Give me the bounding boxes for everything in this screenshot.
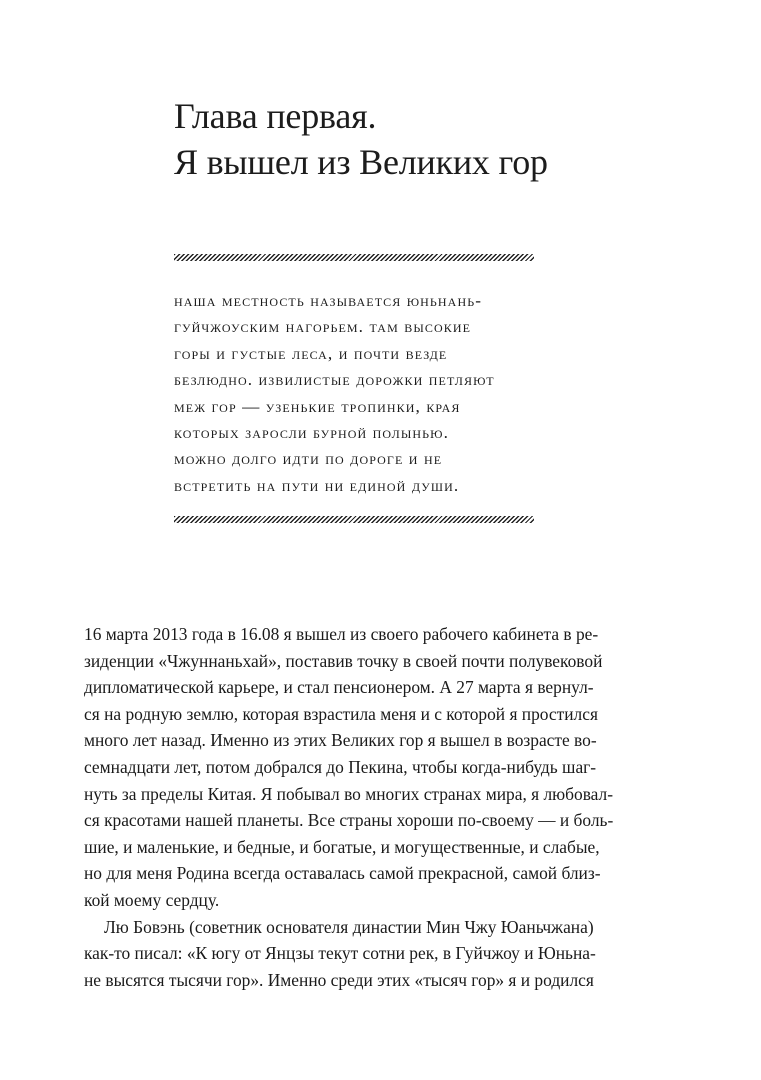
epigraph-line: безлюдно. извилистые дорожки петляют — [174, 370, 495, 390]
chapter-title — [174, 93, 694, 185]
body-line: ся красотами нашей планеты. Все страны хороши по-своему — и боль- — [84, 810, 614, 831]
chapter-title-line-2: Я вышел из Великих гор — [174, 142, 548, 182]
hatched-divider-bottom — [174, 516, 534, 523]
body-line: но для меня Родина всегда оставалась самой прекрасной, самой близ- — [84, 863, 601, 884]
epigraph-line: наша местность называется юньнань- — [174, 291, 483, 310]
body-line: 16 марта 2013 года в 16.08 я вышел из своего рабочего кабинета в ре- — [84, 624, 599, 644]
body-text — [84, 621, 684, 993]
epigraph — [174, 288, 554, 499]
paragraph-2 — [84, 914, 684, 994]
body-line: зиденции «Чжуннаньхай», поставив точку в своей почти полувековой — [84, 650, 603, 671]
epigraph-line: меж гор — узенькие тропинки, края — [174, 396, 461, 416]
body-line: шие, и маленькие, и бедные, и богатые, и могущественные, и слабые, — [84, 836, 600, 857]
body-line: как-то писал: «К югу от Янцзы текут сотни рек, в Гуйчжоу и Юньна- — [84, 943, 596, 964]
body-line: нуть за пределы Китая. Я побывал во многих странах мира, я любовал- — [84, 783, 614, 804]
chapter-title-line-1: Глава первая. — [174, 96, 377, 136]
body-line: дипломатической карьере, и стал пенсионером. А 27 марта я вернул- — [84, 677, 594, 698]
epigraph-line: можно долго идти по дороге и не — [174, 449, 443, 469]
body-line: ся на родную землю, которая взрастила меня и с которой я простился — [84, 703, 598, 724]
hatched-divider-top — [174, 254, 534, 261]
body-line: семнадцати лет, потом добрался до Пекина, чтобы когда-нибудь шаг- — [84, 756, 597, 777]
epigraph-line: которых заросли бурной полынью. — [174, 423, 449, 443]
body-line: не высятся тысячи гор». Именно среди этих «тысяч гор» я и родился — [84, 969, 594, 990]
paragraph-1 — [84, 621, 684, 914]
body-line: много лет назад. Именно из этих Великих гор я вышел в возрасте во- — [84, 730, 597, 751]
epigraph-line: встретить на пути ни единой души. — [174, 475, 460, 495]
body-line: кой моему сердцу. — [84, 889, 220, 910]
epigraph-line: гуйчжоуским нагорьем. там высокие — [174, 317, 472, 337]
epigraph-line: горы и густые леса, и почти везде — [174, 343, 448, 363]
body-line: Лю Бовэнь (советник основателя династии Мин Чжу Юаньчжана) — [104, 916, 594, 937]
